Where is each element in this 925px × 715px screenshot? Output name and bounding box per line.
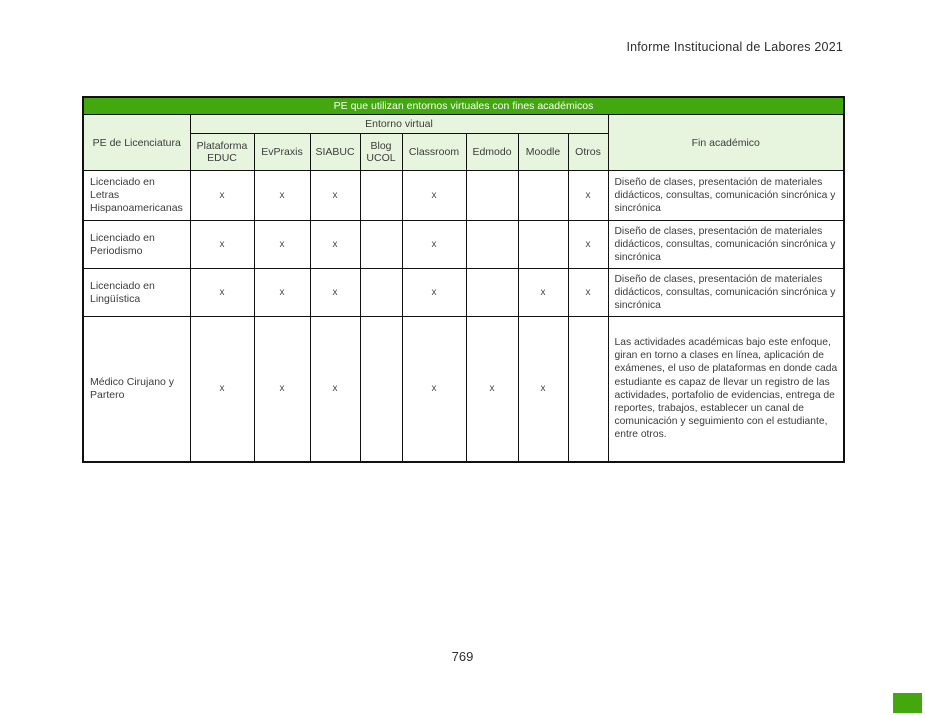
table-title-row [83, 97, 844, 115]
mark-cell [360, 221, 402, 269]
mark-cell [360, 269, 402, 317]
table-row-periodismo [83, 221, 844, 269]
column-header-pe-licenciatura: PE de Licenciatura [83, 115, 190, 171]
column-header-otros: Otros [568, 134, 608, 171]
mark-cell [466, 269, 518, 317]
mark-cell: x [310, 269, 360, 317]
mark-cell: x [254, 269, 310, 317]
column-header-evpraxis: EvPraxis [254, 134, 310, 171]
column-header-siabuc: SIABUC [310, 134, 360, 171]
mark-cell [466, 221, 518, 269]
program-name-cell: Médico Cirujano y Partero [83, 317, 190, 462]
page-number: 769 [451, 649, 474, 664]
mark-cell: x [190, 171, 254, 221]
pe-entornos-virtuales-table [82, 96, 845, 463]
column-header-blog-ucol: Blog UCOL [360, 134, 402, 171]
table-row-linguistica [83, 269, 844, 317]
mark-cell: x [518, 317, 568, 462]
mark-cell: x [466, 317, 518, 462]
fin-academico-cell: Las actividades académicas bajo este enfoque, giran en torno a clases en línea, aplicación de exámenes, el uso de plataformas en donde cada estudiante es capaz de llevar un registro de las actividades, portafolio de evidencias, entrega de reportes, trabajos, establecer un canal de comunicación y seguimiento con el estudiante, entre otros. [608, 317, 844, 462]
mark-cell [518, 221, 568, 269]
mark-cell: x [190, 317, 254, 462]
mark-cell: x [190, 221, 254, 269]
mark-cell [568, 317, 608, 462]
mark-cell: x [254, 317, 310, 462]
table-row-letras-hispanoamericanas [83, 171, 844, 221]
document-header-right: Informe Institucional de Labores 2021 [626, 40, 843, 54]
mark-cell: x [190, 269, 254, 317]
mark-cell: x [402, 171, 466, 221]
mark-cell [360, 317, 402, 462]
mark-cell [360, 171, 402, 221]
program-name-cell: Licenciado en Lingüística [83, 269, 190, 317]
column-header-moodle: Moodle [518, 134, 568, 171]
mark-cell: x [310, 221, 360, 269]
column-group-header-entorno-virtual: Entorno virtual [190, 115, 608, 134]
mark-cell: x [402, 317, 466, 462]
mark-cell: x [568, 221, 608, 269]
page-corner-accent [893, 693, 922, 713]
table-group-header-row [83, 115, 844, 134]
column-header-classroom: Classroom [402, 134, 466, 171]
fin-academico-cell: Diseño de clases, presentación de materiales didácticos, consultas, comunicación sincrónica y sincrónica [608, 171, 844, 221]
mark-cell: x [310, 317, 360, 462]
mark-cell: x [310, 171, 360, 221]
table-title: PE que utilizan entornos virtuales con fines académicos [83, 97, 844, 115]
mark-cell [518, 171, 568, 221]
column-header-fin-academico: Fin académico [608, 115, 844, 171]
mark-cell: x [254, 221, 310, 269]
mark-cell: x [254, 171, 310, 221]
fin-academico-cell: Diseño de clases, presentación de materiales didácticos, consultas, comunicación sincrónica y sincrónica [608, 269, 844, 317]
mark-cell: x [568, 269, 608, 317]
program-name-cell: Licenciado en Periodismo [83, 221, 190, 269]
mark-cell: x [402, 221, 466, 269]
table-row-medico-cirujano [83, 317, 844, 462]
program-name-cell: Licenciado en Letras Hispanoamericanas [83, 171, 190, 221]
mark-cell: x [518, 269, 568, 317]
mark-cell: x [568, 171, 608, 221]
mark-cell: x [402, 269, 466, 317]
column-header-plataforma-educ: Plataforma EDUC [190, 134, 254, 171]
mark-cell [466, 171, 518, 221]
fin-academico-cell: Diseño de clases, presentación de materiales didácticos, consultas, comunicación sincrónica y sincrónica [608, 221, 844, 269]
column-header-edmodo: Edmodo [466, 134, 518, 171]
